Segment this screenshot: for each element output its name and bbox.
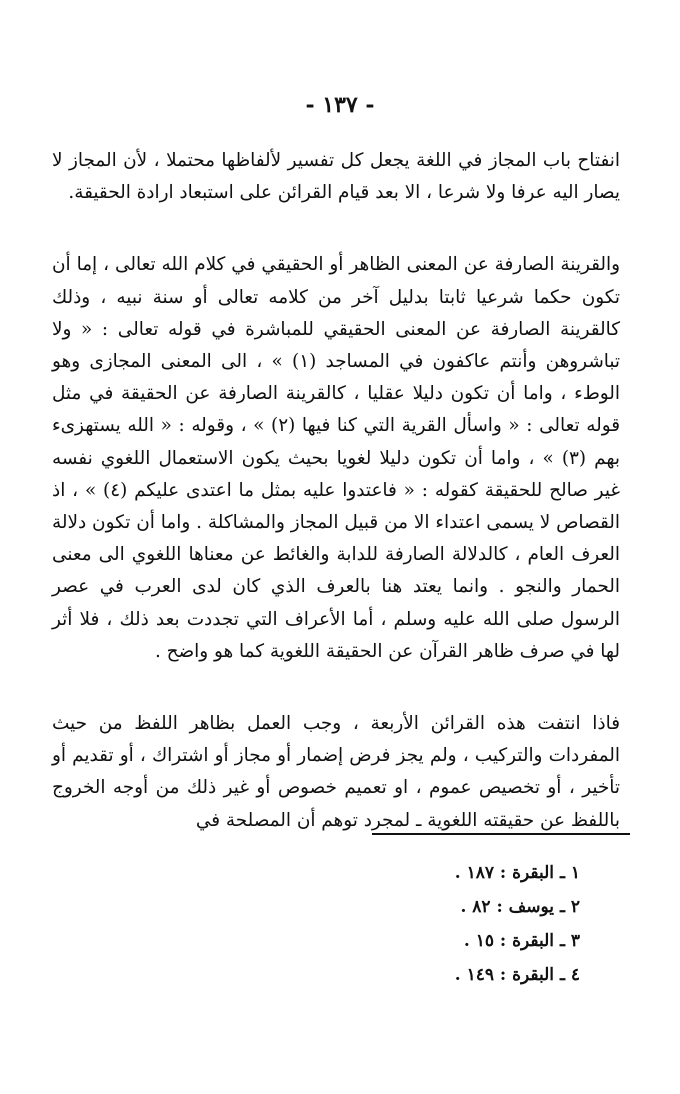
footnote-2: ٢ ـ يوسف : ٨٢ .: [460, 897, 580, 917]
paragraph-1: انفتاح باب المجاز في اللغة يجعل كل تفسير لألفاظها محتملا ، لأن المجاز لا يصار اليه عرفا ولا شرعا ، الا بعد قيام القرائن على استبعاد ارادة الحقيقة.: [52, 150, 620, 204]
main-text: [52, 145, 620, 837]
footnotes-list: [280, 856, 580, 992]
paragraph-2: والقرينة الصارفة عن المعنى الظاهر أو الحقيقي في كلام الله تعالى ، إما أن تكون حكما شرعيا ثابتا بدليل آخر من كلامه تعالى أو سنة نبيه ، وذلك كالقرينة الصارفة عن المعنى الحقيقي للمباشرة في قوله تعالى : « ولا تباشروهن وأنتم عاكفون في المساجد (١) » ، الى المعنى المجازى وهو الوطء ، واما أن تكون دليلا عقليا ، كالقرينة الصارفة عن الحقيقة في مثل قوله تعالى : « واسأل القرية التي كنا فيها (٢) » ، وقوله : « الله يستهزىء بهم (٣) » ، واما أن تكون دليلا لغويا بحيث يكون الاستعمال اللغوي نفسه غير صالح للحقيقة كقوله : « فاعتدوا عليه بمثل ما اعتدى عليكم (٤) » ، اذ القصاص لا يسمى اعتداء الا من قبيل المجاز والمشاكلة . واما أن تكون دلالة العرف العام ، كالدلالة الصارفة للدابة والغائط عن معناها اللغوي الى معنى الحمار والنجو . وانما يعتد هنا بالعرف الذي كان لدى العرب في عصر الرسول صلى الله عليه وسلم ، أما الأعراف التي تجددت بعد ذلك ، فلا أثر لها في صرف ظاهر القرآن عن الحقيقة اللغوية كما هو واضح .: [52, 254, 621, 662]
footnote-3: ٣ ـ البقرة : ١٥ .: [463, 931, 580, 951]
footnote-4: ٤ ـ البقرة : ١٤٩ .: [454, 965, 580, 985]
footnote-1: ١ ـ البقرة : ١٨٧ .: [454, 863, 580, 883]
footnote-divider: [372, 833, 630, 835]
paragraph-3: فاذا انتفت هذه القرائن الأربعة ، وجب العمل بظاهر اللفظ من حيث المفردات والتركيب ، ولم يجز فرض إضمار أو مجاز أو اشتراك ، أو تقديم أو تأخير ، أو تخصيص عموم ، او تعميم خصوص أو غير ذلك من أوجه الخروج باللفظ عن حقيقته اللغوية ـ لمجرد توهم أن المصلحة في: [52, 713, 620, 831]
paragraph-gap: [52, 668, 620, 708]
paragraph-gap: [52, 209, 620, 249]
page-number: - ١٣٧ -: [305, 92, 375, 118]
